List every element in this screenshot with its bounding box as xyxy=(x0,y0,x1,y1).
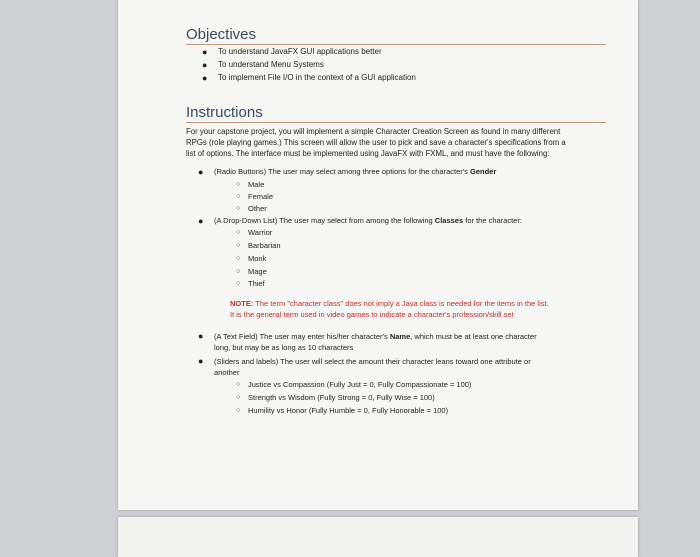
circle-bullet-icon: ○ xyxy=(236,280,241,287)
bullet-icon: ● xyxy=(198,356,204,366)
class-option: ○ Mage xyxy=(236,267,267,276)
class-note: NOTE: The term "character class" does not imply a Java class is needed for the items in the list. It is the general term used in video games to indicate a character's profession/skill set xyxy=(230,299,549,319)
class-option: ○ Warrior xyxy=(236,228,273,237)
objective-item: ● To understand JavaFX GUI applications better xyxy=(202,47,382,57)
gender-option: ○ Other xyxy=(236,204,267,213)
class-option: ○ Thief xyxy=(236,279,265,288)
slider-option: ○ Humility vs Honor (Fully Humble = 0, Fully Honorable = 100) xyxy=(236,406,449,415)
sliders-requirement: ● (Sliders and labels) The user will select the amount their character leans toward one attribute or another xyxy=(198,356,531,377)
next-page xyxy=(118,517,638,557)
circle-bullet-icon: ○ xyxy=(236,193,241,200)
circle-bullet-icon: ○ xyxy=(236,242,241,249)
instructions-heading: Instructions xyxy=(186,104,606,123)
circle-bullet-icon: ○ xyxy=(236,255,241,262)
circle-bullet-icon: ○ xyxy=(236,181,241,188)
gender-requirement: ● (Radio Buttons) The user may select among three options for the character's Gender xyxy=(198,167,497,177)
class-option: ○ Barbarian xyxy=(236,241,281,250)
bullet-icon: ● xyxy=(198,331,204,341)
bullet-icon: ● xyxy=(198,167,204,177)
objective-item: ● To implement File I/O in the context of a GUI application xyxy=(202,73,416,83)
circle-bullet-icon: ○ xyxy=(236,229,241,236)
circle-bullet-icon: ○ xyxy=(236,394,241,401)
class-option: ○ Monk xyxy=(236,254,267,263)
class-requirement: ● (A Drop-Down List) The user may select from among the following Classes for the character: xyxy=(198,216,522,226)
objective-item: ● To understand Menu Systems xyxy=(202,60,324,70)
slider-option: ○ Strength vs Wisdom (Fully Strong = 0, Fully Wise = 100) xyxy=(236,393,435,402)
document-page xyxy=(118,0,638,510)
circle-bullet-icon: ○ xyxy=(236,268,241,275)
gender-option: ○ Male xyxy=(236,180,265,189)
slider-option: ○ Justice vs Compassion (Fully Just = 0, Fully Compassionate = 100) xyxy=(236,380,472,389)
instructions-intro: For your capstone project, you will implement a simple Character Creation Screen as found in many different RPGs (role playing games.) This screen will allow the user to pick and save a character's specifications from a list of options. The interface must be implemented using JavaFX with FXML, and must have the following: xyxy=(186,127,566,158)
objectives-heading: Objectives xyxy=(186,26,606,45)
circle-bullet-icon: ○ xyxy=(236,381,241,388)
bullet-icon: ● xyxy=(202,73,208,83)
gender-option: ○ Female xyxy=(236,192,274,201)
name-requirement: ● (A Text Field) The user may enter his/her character's Name, which must be at least one character long, but may be as long as 10 characters xyxy=(198,331,537,352)
bullet-icon: ● xyxy=(198,216,204,226)
bullet-icon: ● xyxy=(202,47,208,57)
circle-bullet-icon: ○ xyxy=(236,205,241,212)
circle-bullet-icon: ○ xyxy=(236,407,241,414)
bullet-icon: ● xyxy=(202,60,208,70)
